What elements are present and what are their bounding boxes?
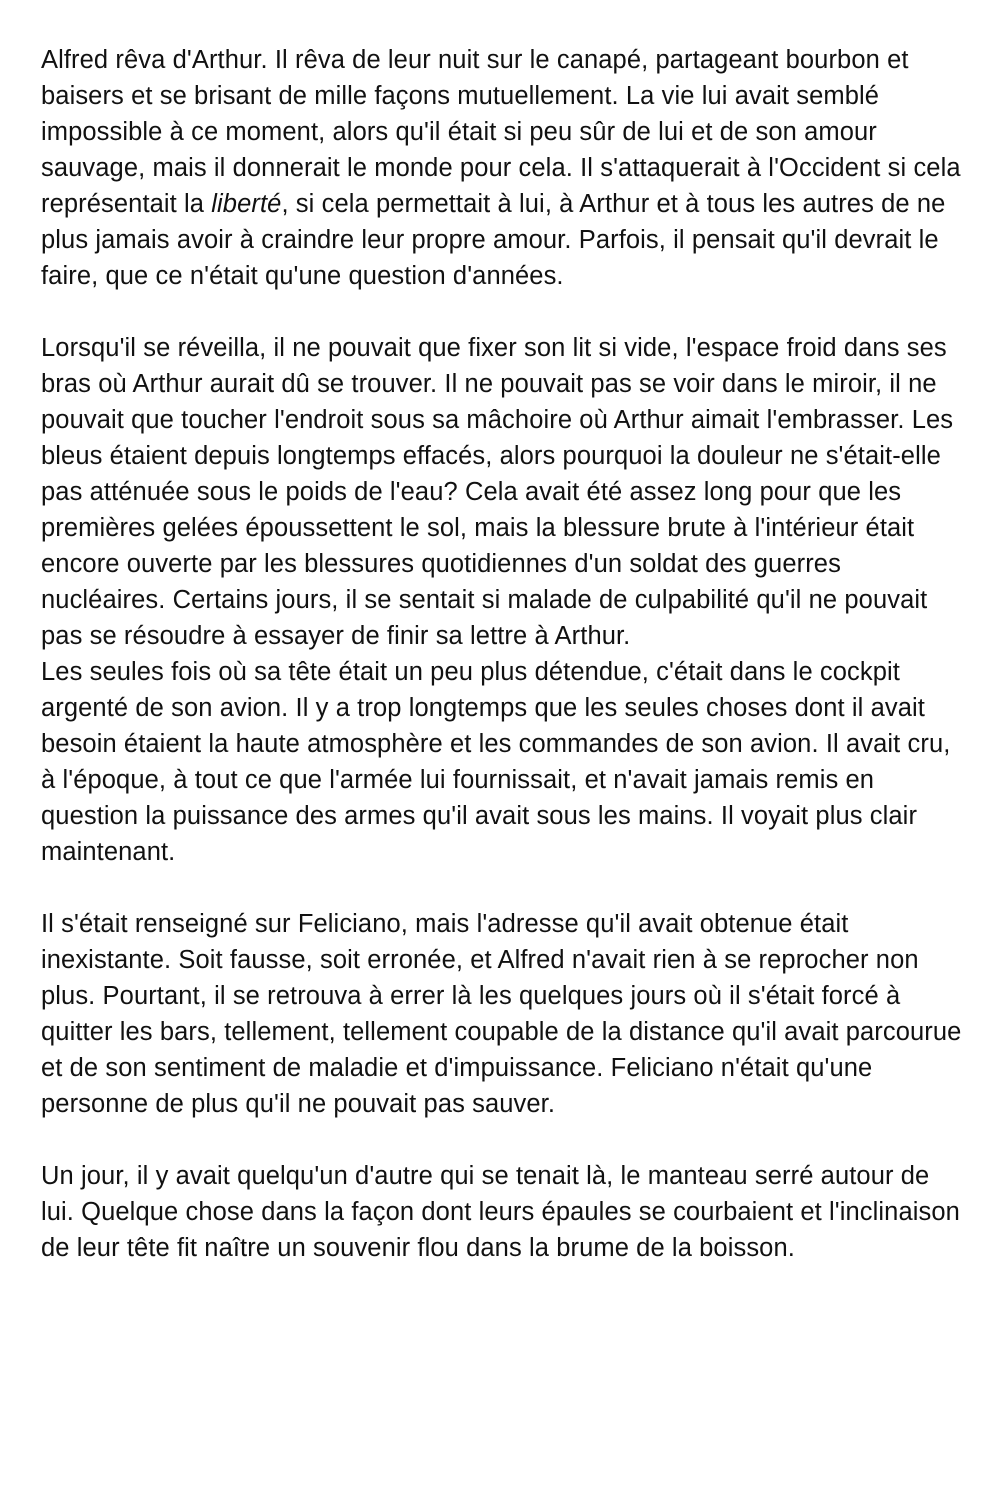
paragraph-5: Un jour, il y avait quelqu'un d'autre qui se tenait là, le manteau serré autour de lui. Quelque chose dans la façon dont leurs épaules se courbaient et l'inclinaison de leur tête fit naître un souvenir flou dans la brume de la boisson.	[41, 1162, 960, 1262]
paragraph-spacer	[41, 1122, 966, 1158]
paragraph-4: Il s'était renseigné sur Feliciano, mais l'adresse qu'il avait obtenue était inexistante. Soit fausse, soit erronée, et Alfred n'avait rien à se reprocher non plus. Pourtant, il se retrouva à errer là les quelques jours où il s'était forcé à quitter les bars, tellement, tellement coupable de la distance qu'il avait parcourue et de son sentiment de maladie et d'impuissance. Feliciano n'était qu'une personne de plus qu'il ne pouvait pas sauver.	[41, 910, 962, 1118]
paragraph-3: Les seules fois où sa tête était un peu plus détendue, c'était dans le cockpit argenté de son avion. Il y a trop longtemps que les seules choses dont il avait besoin étaient la haute atmosphère et les commandes de son avion. Il avait cru, à l'époque, à tout ce que l'armée lui fournissait, et n'avait jamais remis en question la puissance des armes qu'il avait sous les mains. Il voyait plus clair maintenant.	[41, 658, 951, 866]
paragraph-1-text-end: , si cela permettait à lui, à Arthur et à tous les autres de ne plus jamais avoir à craindre leur propre amour. Parfois, il pensait qu'il devrait le faire, que ce n'était qu'une question d'années.	[41, 190, 946, 290]
document-page	[41, 42, 966, 1266]
paragraph-spacer	[41, 294, 966, 330]
paragraph-1-text-start: Alfred rêva d'Arthur. Il rêva de leur nuit sur le canapé, partageant bourbon et baisers et se brisant de mille façons mutuellement. La vie lui avait semblé impossible à ce moment, alors qu'il était si peu sûr de lui et de son amour sauvage, mais il donnerait le monde pour cela. Il s'attaquerait à l'Occident si cela représentait la	[41, 46, 961, 218]
italic-word-liberte: liberté	[211, 190, 282, 218]
paragraph-1	[41, 42, 966, 294]
paragraph-spacer	[41, 870, 966, 906]
paragraph-2: Lorsqu'il se réveilla, il ne pouvait que fixer son lit si vide, l'espace froid dans ses bras où Arthur aurait dû se trouver. Il ne pouvait pas se voir dans le miroir, il ne pouvait que toucher l'endroit sous sa mâchoire où Arthur aimait l'embrasser. Les bleus étaient depuis longtemps effacés, alors pourquoi la douleur ne s'était-elle pas atténuée sous le poids de l'eau? Cela avait été assez long pour que les premières gelées époussettent le sol, mais la blessure brute à l'intérieur était encore ouverte par les blessures quotidiennes d'un soldat des guerres nucléaires. Certains jours, il se sentait si malade de culpabilité qu'il ne pouvait pas se résoudre à essayer de finir sa lettre à Arthur.	[41, 334, 954, 650]
